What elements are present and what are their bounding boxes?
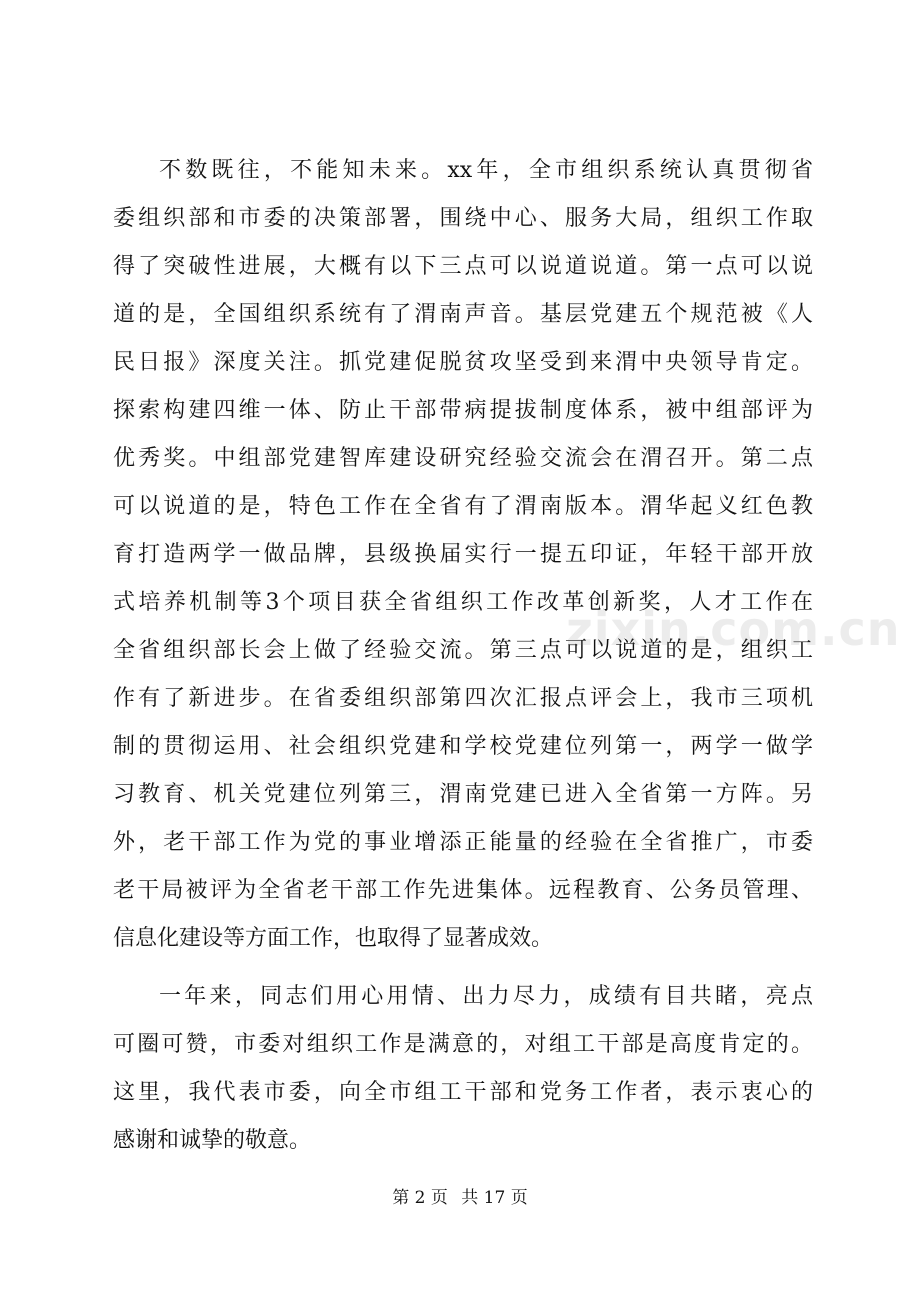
- watermark-text: zixin.com.cn: [566, 602, 901, 656]
- text-line: 委组织部和市委的决策部署，围绕中心、服务大局，组织工作取: [113, 206, 813, 231]
- text-line: 民日报》深度关注。抓党建促脱贫攻坚受到来渭中央领导肯定。: [113, 350, 813, 375]
- text-line: 得了突破性进展，大概有以下三点可以说道说道。第一点可以说: [113, 254, 813, 279]
- text-line: 感谢和诚挚的敬意。: [113, 1128, 312, 1153]
- text-line: 优秀奖。中组部党建智库建设研究经验交流会在渭召开。第二点: [113, 446, 813, 471]
- text-line: 全省组织部长会上做了经验交流。第三点可以说道的是，组织工: [113, 638, 813, 663]
- text-line: 习教育、机关党建位列第三，渭南党建已进入全省第一方阵。另: [113, 782, 813, 807]
- page-number: 第 2 页: [392, 1188, 448, 1208]
- page-total: 共 17 页: [461, 1188, 528, 1208]
- text-line: 制的贯彻运用、社会组织党建和学校党建位列第一，两学一做学: [113, 734, 813, 759]
- paragraph-gap: [113, 963, 813, 973]
- text-line: 一年来，同志们用心用情、出力尽力，成绩有目共睹，亮点: [159, 984, 813, 1009]
- paragraph-1: [113, 147, 813, 963]
- text-line: 外，老干部工作为党的事业增添正能量的经验在全省推广，市委: [113, 830, 813, 855]
- document-body: [113, 147, 813, 1165]
- text-line: 可以说道的是，特色工作在全省有了渭南版本。渭华起义红色教: [113, 494, 813, 519]
- text-line: 育打造两学一做品牌，县级换届实行一提五印证，年轻干部开放: [113, 542, 813, 567]
- text-line: 可圈可赞，市委对组织工作是满意的，对组工干部是高度肯定的。: [113, 1032, 813, 1057]
- text-line: 信息化建设等方面工作，也取得了显著成效。: [113, 926, 554, 951]
- text-line: 道的是，全国组织系统有了渭南声音。基层党建五个规范被《人: [113, 302, 813, 327]
- text-line: 作有了新进步。在省委组织部第四次汇报点评会上，我市三项机: [113, 686, 813, 711]
- text-line: 探索构建四维一体、防止干部带病提拔制度体系，被中组部评为: [113, 398, 813, 423]
- text-line: 老干局被评为全省老干部工作先进集体。远程教育、公务员管理、: [113, 878, 813, 903]
- paragraph-2: [113, 973, 813, 1165]
- page-footer: [0, 1183, 920, 1208]
- text-line: 不数既往，不能知未来。xx年，全市组织系统认真贯彻省: [159, 158, 813, 183]
- text-line: 式培养机制等3个项目获全省组织工作改革创新奖，人才工作在: [113, 590, 813, 615]
- text-line: 这里，我代表市委，向全市组工干部和党务工作者，表示衷心的: [113, 1080, 813, 1105]
